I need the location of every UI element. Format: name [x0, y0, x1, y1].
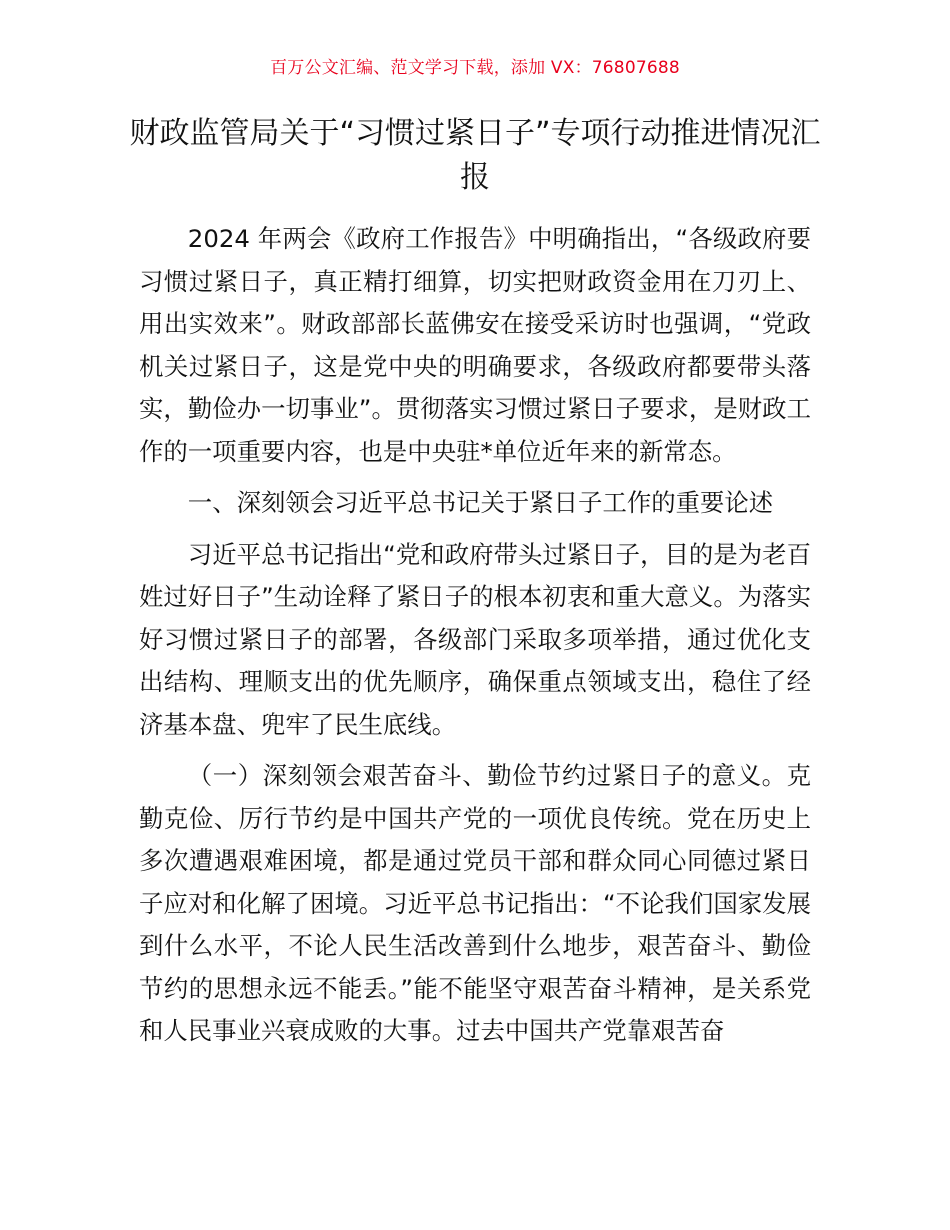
paragraph-subsection-1: （一）深刻领会艰苦奋斗、勤俭节约过紧日子的意义。克勤克俭、厉行节约是中国共产党的一项优良传统。党在历史上多次遭遇艰难困境，都是通过党员干部和群众同心同德过紧日子应对和化解了困境。习近平总书记指出：“不论我们国家发展到什么水平，不论人民生活改善到什么地步，艰苦奋斗、勤俭节约的思想永远不能丢。”能不能坚守艰苦奋斗精神，是关系党和人民事业兴衰成败的大事。过去中国共产党靠艰苦奋	[139, 761, 811, 1045]
promo-banner: 百万公文汇编、范文学习下载，添加 VX：76807688	[270, 58, 680, 78]
paragraph-section-1: 习近平总书记指出“党和政府带头过紧日子，目的是为老百姓过好日子”生动诠释了紧日子的根本初衷和重大意义。为落实好习惯过紧日子的部署，各级部门采取多项举措，通过优化支出结构、理顺支出的优先顺序，确保重点领域支出，稳住了经济基本盘、兜牢了民生底线。	[139, 539, 811, 739]
paragraph-intro: 2024 年两会《政府工作报告》中明确指出，“各级政府要习惯过紧日子，真正精打细算，切实把财政资金用在刀刃上、用出实效来”。财政部部长蓝佛安在接受采访时也强调，“党政机关过紧日子，这是党中央的明确要求，各级政府都要带头落实，勤俭办一切事业”。贯彻落实习惯过紧日子要求，是财政工作的一项重要内容，也是中央驻*单位近年来的新常态。	[139, 224, 811, 466]
document-body	[139, 218, 811, 1062]
section-heading-1: 一、深刻领会习近平总书记关于紧日子工作的重要论述	[187, 488, 774, 517]
document-title: 财政监管局关于“习惯过紧日子”专项行动推进情况汇报	[129, 116, 821, 195]
